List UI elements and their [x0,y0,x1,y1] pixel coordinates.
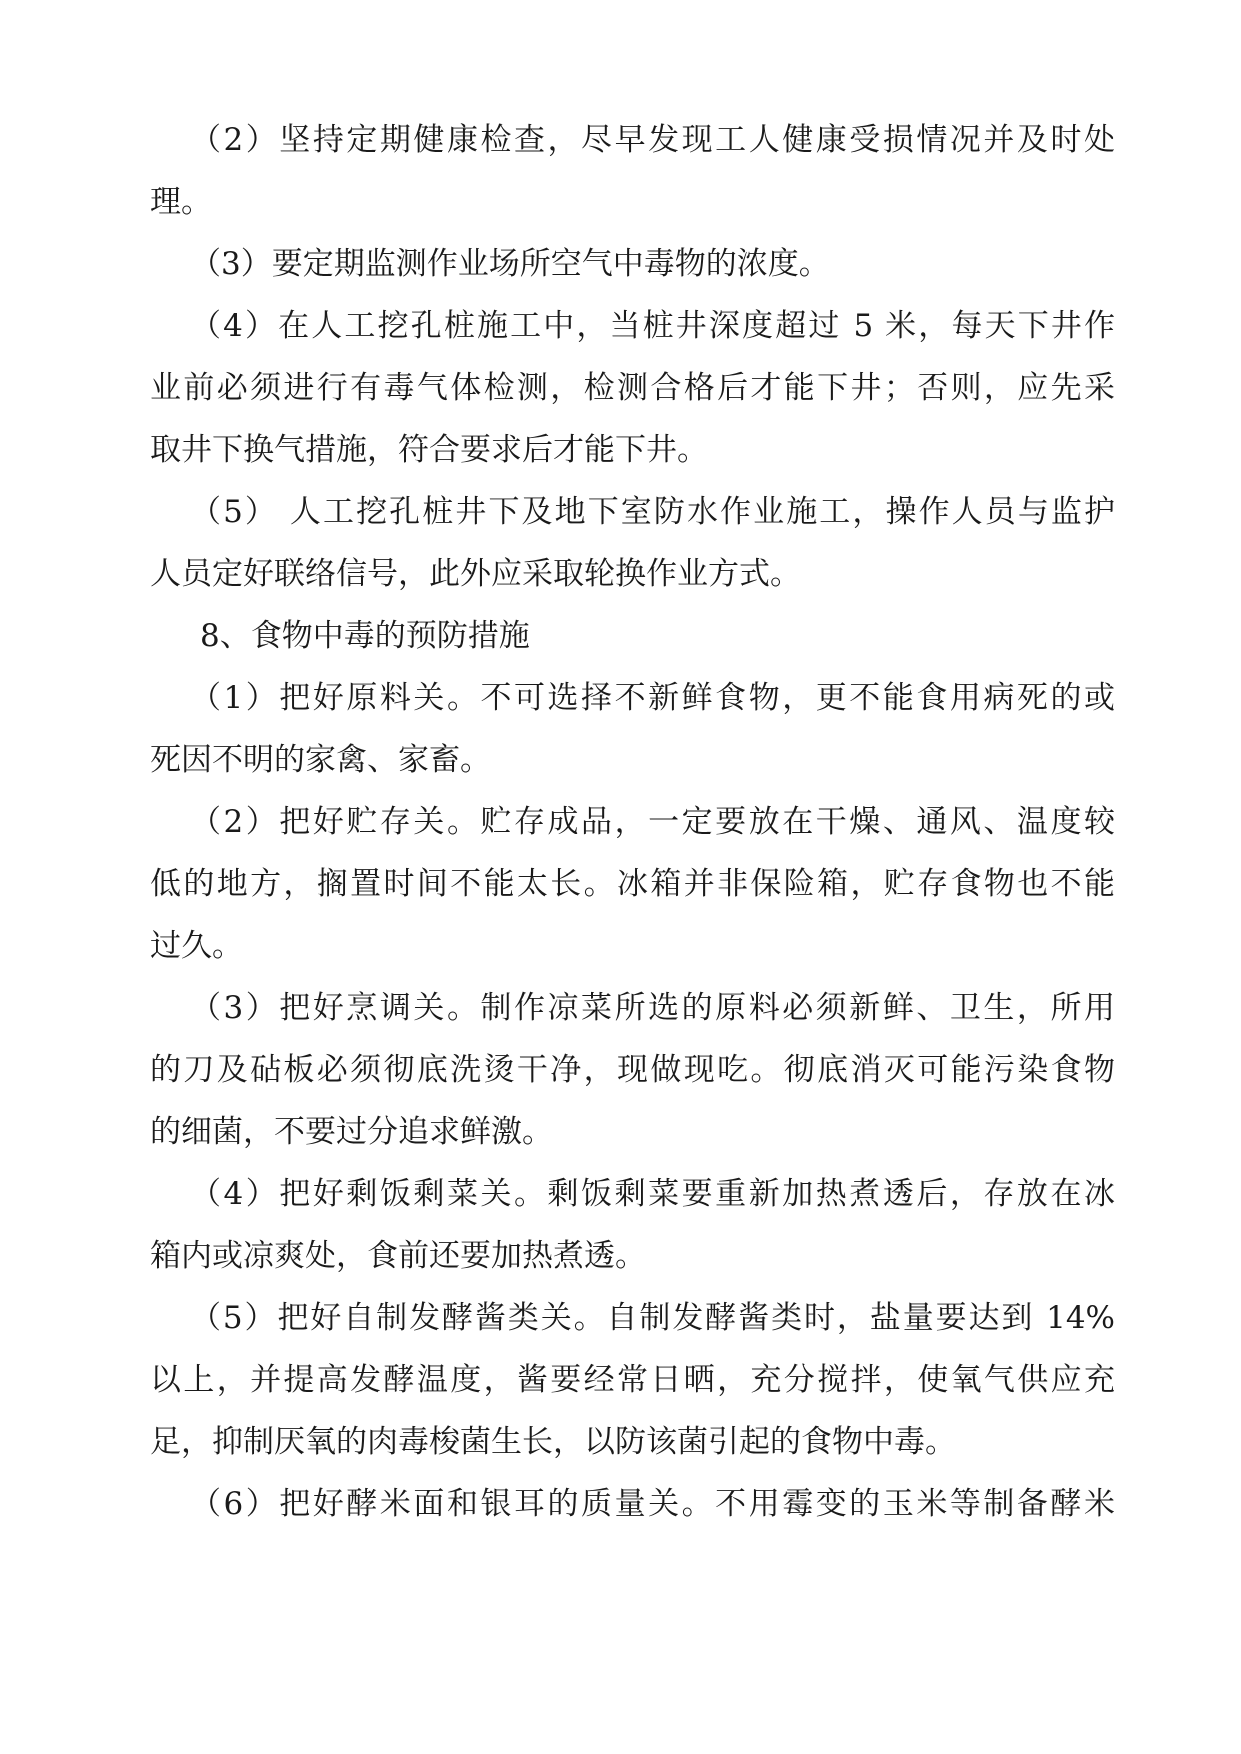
paragraph-line: （3）要定期监测作业场所空气中毒物的浓度。 [190,246,830,282]
paragraph-line: 人员定好联络信号，此外应采取轮换作业方式。 [150,556,801,592]
paragraph-line: （5）把好自制发酵酱类关。自制发酵酱类时，盐量要达到 14% [190,1300,1115,1336]
paragraph-line: （2）把好贮存关。贮存成品，一定要放在干燥、通风、温度较 [190,804,1115,840]
paragraph-line: （6）把好酵米面和银耳的质量关。不用霉变的玉米等制备酵米 [190,1486,1115,1522]
paragraph-line: 过久。 [150,928,243,964]
paragraph-line: （4）把好剩饭剩菜关。剩饭剩菜要重新加热煮透后，存放在冰 [190,1176,1115,1212]
paragraph-line: 的刀及砧板必须彻底洗烫干净，现做现吃。彻底消灭可能污染食物 [150,1052,1115,1088]
paragraph-line: （4）在人工挖孔桩施工中，当桩井深度超过 5 米，每天下井作 [190,308,1115,344]
paragraph-line: 以上，并提高发酵温度，酱要经常日晒，充分搅拌，使氧气供应充 [150,1362,1115,1398]
paragraph-line: 低的地方，搁置时间不能太长。冰箱并非保险箱，贮存食物也不能 [150,866,1115,902]
paragraph-line: （3）把好烹调关。制作凉菜所选的原料必须新鲜、卫生，所用 [190,990,1115,1026]
paragraph-line: 取井下换气措施，符合要求后才能下井。 [150,432,708,468]
paragraph-line: 的细菌，不要过分追求鲜激。 [150,1114,553,1150]
paragraph-line: 箱内或凉爽处，食前还要加热煮透。 [150,1238,646,1274]
paragraph-line: （1）把好原料关。不可选择不新鲜食物，更不能食用病死的或 [190,680,1115,716]
paragraph-line: 足，抑制厌氧的肉毒梭菌生长，以防该菌引起的食物中毒。 [150,1424,956,1460]
paragraph-line: 业前必须进行有毒气体检测，检测合格后才能下井；否则，应先采 [150,370,1115,406]
paragraph-line: 死因不明的家禽、家畜。 [150,742,491,778]
section-heading: 8、食物中毒的预防措施 [200,618,530,654]
paragraph-line: （2）坚持定期健康检查，尽早发现工人健康受损情况并及时处 [190,122,1115,158]
paragraph-line: （5） 人工挖孔桩井下及地下室防水作业施工，操作人员与监护 [190,494,1115,530]
paragraph-line: 理。 [150,184,212,220]
